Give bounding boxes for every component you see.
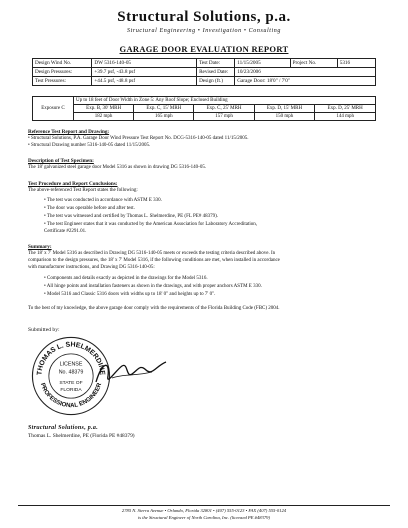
reference-line: • Structural Solutions, P.A. Garage Door Wind Pressure Test Report No. DCG-5316-140-05 dated 11/15/2005.: [28, 136, 249, 141]
wind-speed-description: Up to 18 feet of Door Width in Zone 5: Any Roof Slope; Enclosed Building: [74, 97, 376, 105]
project-value: 5316: [337, 59, 375, 68]
wind-speed-cell: 150 mph: [254, 113, 315, 121]
test-bullet: • The test was witnessed and certified by Thomas L. Shelmerdine, PE (FL PE# 48379).: [44, 214, 218, 219]
revised-date-value: 10/23/2006: [235, 68, 376, 77]
summary-bullet: • All hinge points and installation fasteners as shown in the drawings, and with proper anchors ASTM E 330.: [44, 284, 262, 289]
test-intro: The above-referenced Test Report states the following:: [28, 188, 138, 193]
submitted-by: Submitted by:: [28, 327, 60, 333]
design-size-value: Garage Door: 18'0" / 7'0": [235, 77, 376, 86]
design-wind-value: DW 5316-140-05: [92, 59, 197, 68]
closing-text: To the best of my knowledge, the above garage door comply with the requirements of the Florida Building Code (FBC) 2004.: [28, 306, 280, 311]
exposure-cell: Exp. C, 25' MRH: [194, 105, 254, 113]
report-title: GARAGE DOOR EVALUATION REPORT: [119, 44, 289, 54]
description-heading: Description of Test Specimen:: [28, 158, 94, 164]
test-bullet: Certificate #2291.01.: [44, 229, 87, 234]
footer-divider: [18, 505, 390, 506]
info-row-design-pressures: [33, 68, 376, 77]
company-tagline: Structural Engineering • Investigation • Consulting: [127, 28, 281, 34]
seal-name: THOMAS L. SHELMERDINE: [36, 341, 106, 376]
design-wind-label: Design Wind No.: [33, 59, 92, 68]
revised-date-label: Revised Date:: [197, 68, 235, 77]
footer-note: is the Structural Engineer of North Carolina, Inc. (licensed PE #48379): [137, 515, 270, 520]
summary-bullet: • Components and details exactly as depicted in the drawings for the Model 5316.: [44, 276, 208, 281]
summary-text: comparison to the design pressures, the 18' x 7' Model 5316, if the following conditions are met, when installed in accordance: [28, 258, 280, 263]
exposure-cell: Exp. C, 15' MRH: [134, 105, 194, 113]
test-procedure-heading: Test Procedure and Report Conclusions:: [28, 181, 118, 187]
reference-line: • Structural Drawing number 5316-140-05 dated 11/15/2005.: [28, 143, 151, 148]
test-bullet: • The test was conducted in accordance with ASTM E 330.: [44, 198, 162, 203]
signature-company: Structural Solutions, p.a.: [28, 425, 98, 431]
design-size-label: Design (ft.): [197, 77, 235, 86]
test-pressures-label: Test Pressures:: [33, 77, 92, 86]
description-text: The 18' galvanized steel garage door Model 5316 as shown in drawing DG 5316-140-05.: [28, 165, 207, 170]
footer-address: 2785 N. Sierra Avenue • Orlando, Florida 32801 • (407) 555-0123 • FAX (407) 555-0124: [121, 508, 287, 513]
design-pressures-label: Design Pressures:: [33, 68, 92, 77]
reference-heading: Reference Test Report and Drawing:: [28, 129, 110, 135]
wind-speed-description-row: [33, 97, 376, 105]
summary-heading: Summary:: [28, 244, 52, 250]
test-bullet: • The test Engineer states that it was conducted by the American Association for Laboratory Accreditation,: [44, 222, 257, 227]
exposure-cell: Exp. D, 25' MRH: [315, 105, 376, 113]
wind-speed-cell: 165 mph: [134, 113, 194, 121]
seal-profession: PROFESSIONAL ENGINEER: [38, 382, 104, 410]
company-name: Structural Solutions, p.a.: [117, 9, 291, 25]
test-date-label: Test Date:: [197, 59, 235, 68]
seal-license: LICENSE: [59, 361, 83, 368]
test-bullet: • The door was operable before and after test.: [44, 206, 135, 211]
summary-bullet: • Model 5316 and Classic 5316 doors with widths up to 18' 0" and heights up to 7' 0".: [44, 292, 216, 297]
info-row-test-pressures: [33, 77, 376, 86]
info-row-design-wind: [33, 59, 376, 68]
exposure-row: [33, 105, 376, 113]
wind-speed-row: [33, 113, 376, 121]
wind-speed-cell: 182 mph: [74, 113, 134, 121]
seal-state: STATE OF: [59, 381, 83, 387]
exposure-cell: Exp. D, 15' MRH: [254, 105, 315, 113]
test-date-value: 11/15/2005: [235, 59, 290, 68]
exposure-cell: Exp. B, 30' MRH: [74, 105, 134, 113]
wind-speed-table: [32, 96, 376, 121]
wind-speed-cell: 144 mph: [315, 113, 376, 121]
signature-engineer: Thomas L. Shelmerdine, PE (Florida PE #48379): [28, 433, 135, 439]
seal-state-name: FLORIDA: [60, 387, 82, 393]
summary-text: with manufacturer instructions, and Drawing DG 5316-140-05:: [28, 265, 155, 270]
project-label: Project No.: [290, 59, 337, 68]
report-info-table: [32, 58, 376, 86]
seal-number: No. 48379: [58, 369, 84, 376]
design-pressures-value: +39.7 psf, -43.8 psf: [92, 68, 197, 77]
engineer-signature: [92, 352, 172, 392]
summary-text: The 18' x 7' Model 5316 as described in Drawing DG 5316-140-05 meets or exceeds the testing criteria described above. In: [28, 251, 276, 256]
test-pressures-value: +44.5 psf, -48.8 psf: [92, 77, 197, 86]
exposure-header: Exposure C: [33, 97, 74, 121]
wind-speed-cell: 157 mph: [194, 113, 254, 121]
